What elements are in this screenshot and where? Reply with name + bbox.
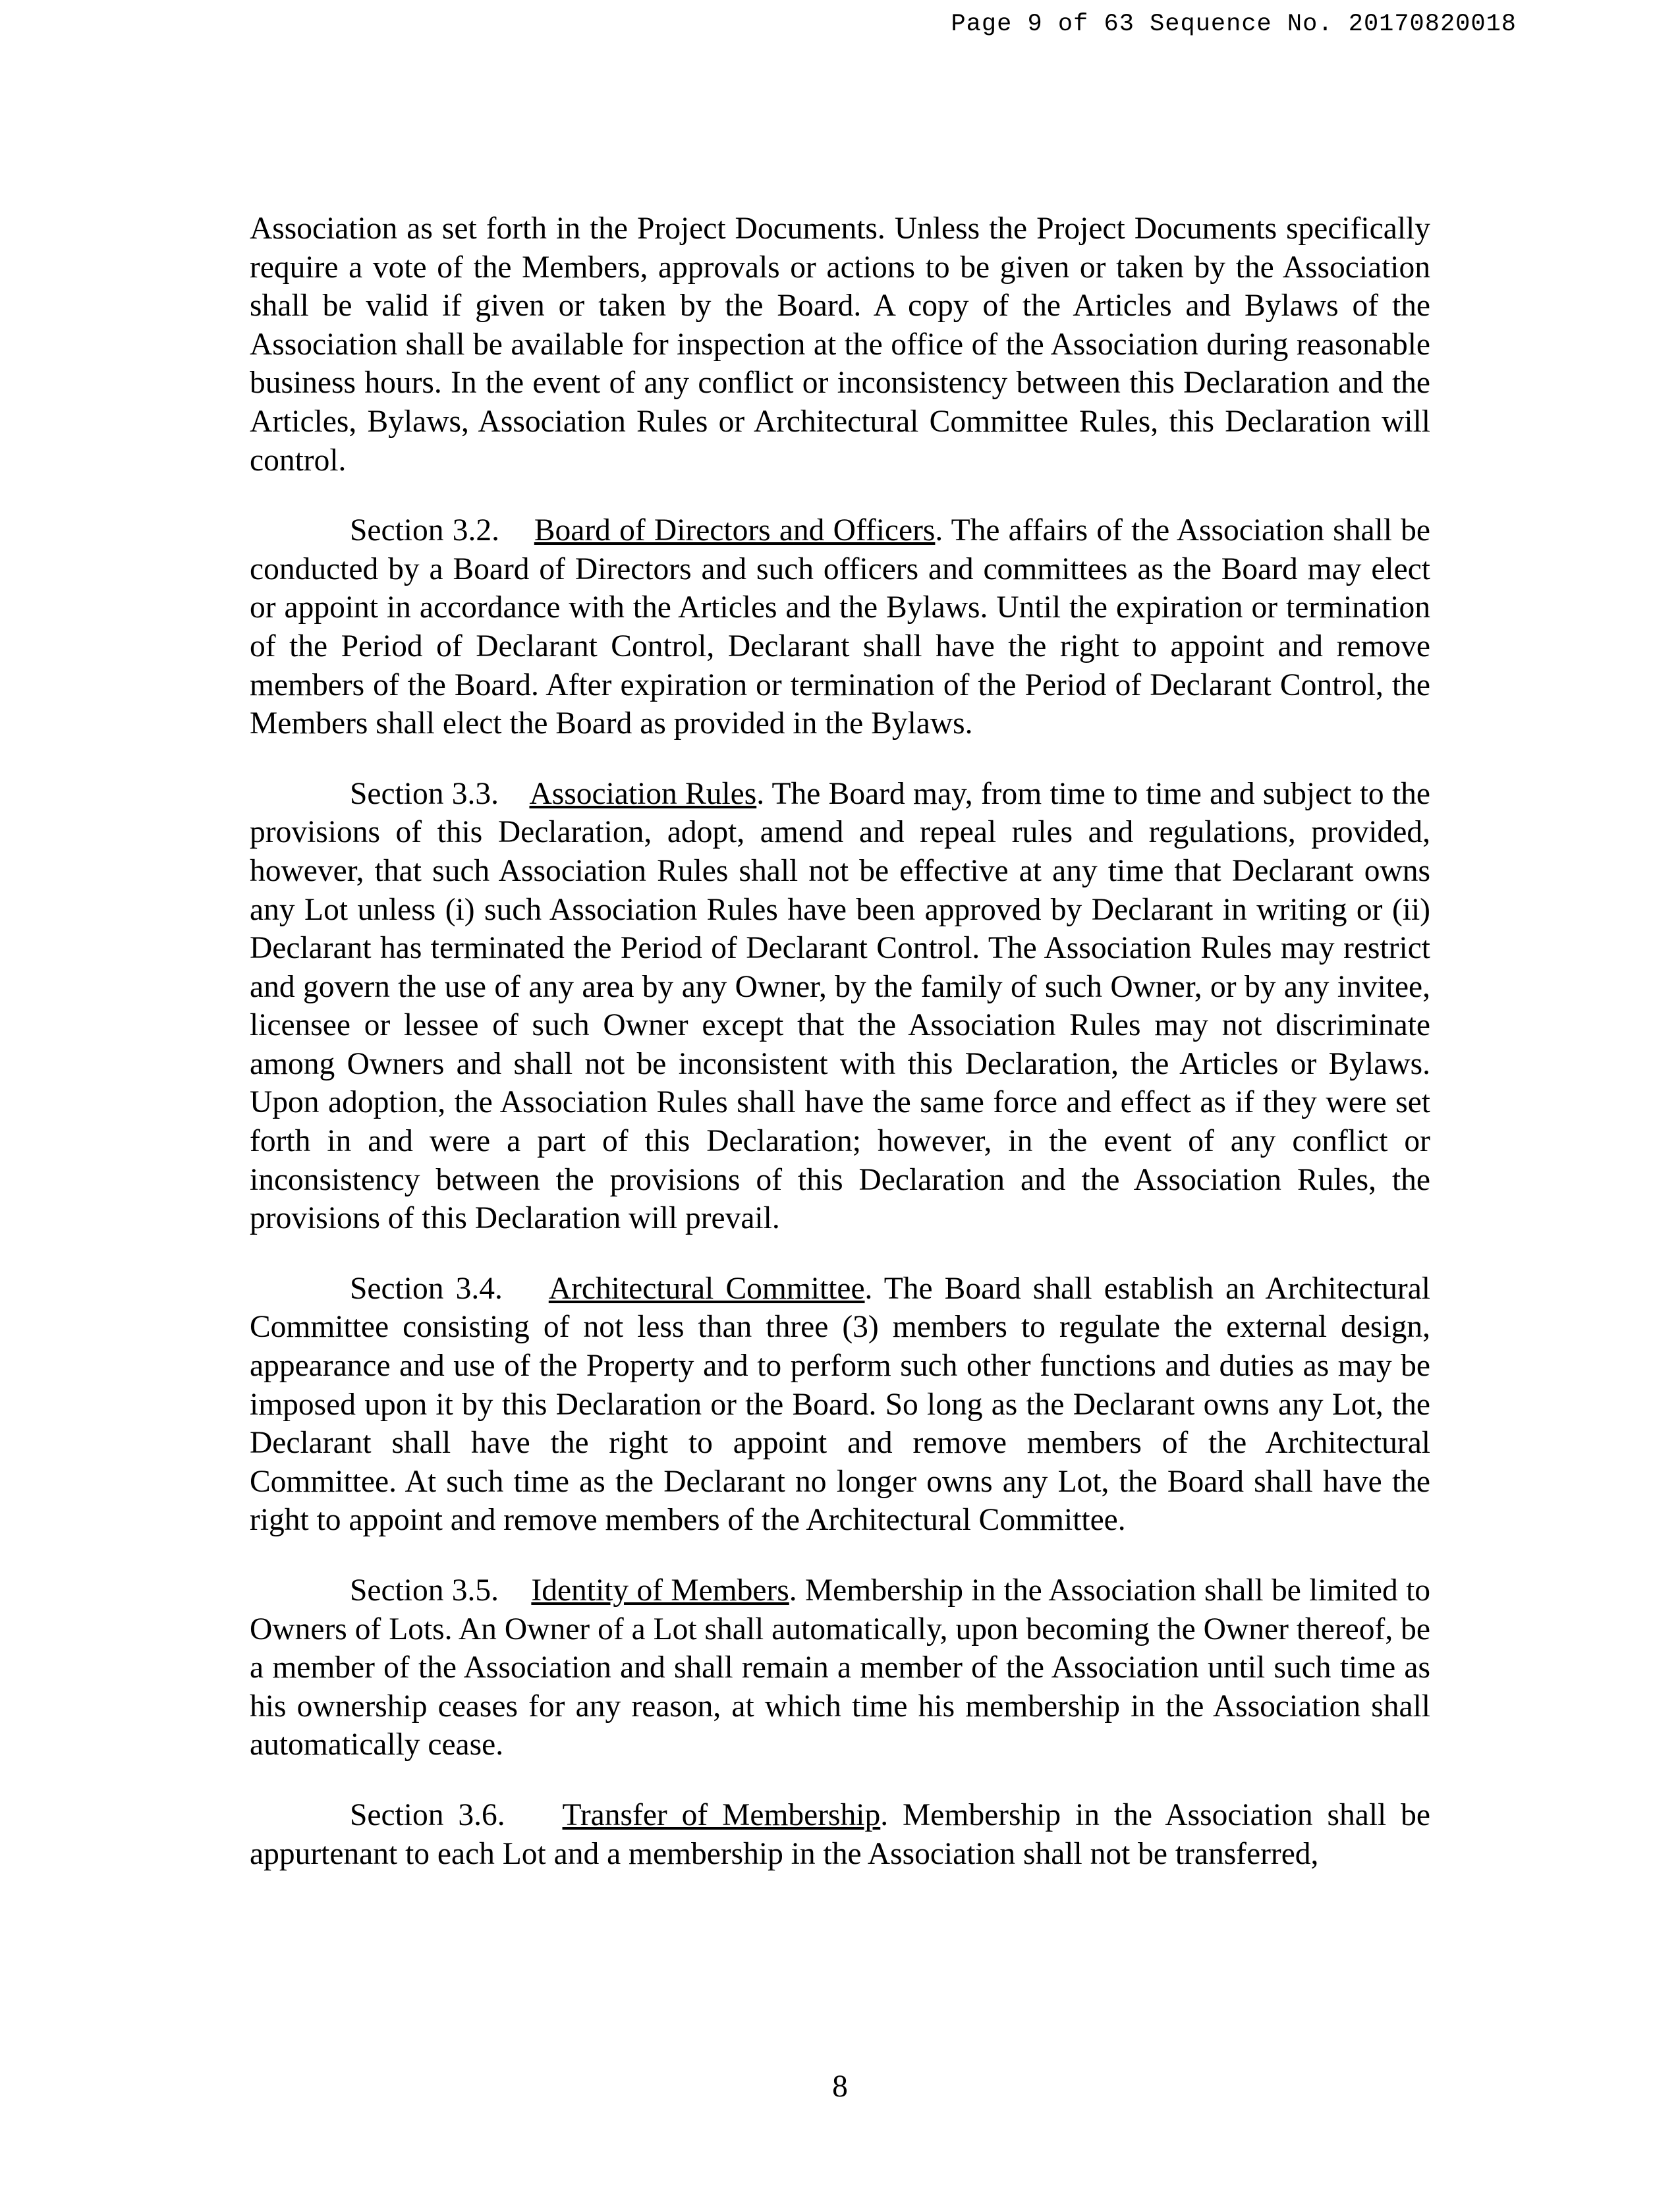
section-text: . Membership in the Association shall be limited to Owners of Lots. An Owner of a Lot shall automatically, upon becoming the Owner thereof, be a member of the Association and shall remain a member of the Association until such time as his ownership ceases for any reason, at which time his membership in the Association shall automatically cease. <box>250 1573 1431 1762</box>
section-heading: Board of Directors and Officers <box>534 513 936 548</box>
section-text: . The affairs of the Association shall be conducted by a Board of Directors and such officers and committees as the Board may elect or appoint in accordance with the Articles and the Bylaws. Until the expiration or termination of the Period of Declarant Control, Declarant shall have the right to appoint and remove members of the Board. After expiration or termination of the Period of Declarant Control, the Members shall elect the Board as provided in the Bylaws. <box>250 513 1431 741</box>
section-heading: Transfer of Membership <box>562 1797 881 1832</box>
section-heading: Identity of Members <box>531 1573 789 1608</box>
section-text: . The Board shall establish an Architectural Committee consisting of not less than three (3) members to regulate the external design, appearance and use of the Property and to perform such other functions and duties as may be imposed upon it by this Declaration or the Board. So long as the Declarant owns any Lot, the Declarant shall have the right to appoint and remove members of the Architectural Committee. At such time as the Declarant no longer owns any Lot, the Board shall have the right to appoint and remove members of the Architectural Committee. <box>250 1271 1430 1538</box>
section-heading: Association Rules <box>529 776 757 811</box>
section-number: Section 3.4. <box>350 1271 503 1306</box>
document-body <box>250 210 1430 1905</box>
section-text: . Membership in the Association shall be appurtenant to each Lot and a membership in the Association shall not be transferred, <box>250 1797 1430 1871</box>
intro-paragraph: Association as set forth in the Project Documents. Unless the Project Documents specifically require a vote of the Members, approvals or actions to be given or taken by the Association shall be valid if given or taken by the Board. A copy of the Articles and Bylaws of the Association shall be available for inspection at the office of the Association during reasonable business hours. In the event of any conflict or inconsistency between this Declaration and the Articles, Bylaws, Association Rules or Architectural Committee Rules, this Declaration will control. <box>250 211 1430 478</box>
section-3-2 <box>250 511 1430 743</box>
section-3-4 <box>250 1270 1430 1540</box>
section-number: Section 3.2. <box>350 513 499 548</box>
section-text: . The Board may, from time to time and subject to the provisions of this Declaration, adopt, amend and repeal rules and regulations, provided, however, that such Association Rules shall not be effective at any time that Declarant owns any Lot unless (i) such Association Rules have been approved by Declarant in writing or (ii) Declarant has terminated the Period of Declarant Control. The Association Rules may restrict and govern the use of any area by any Owner, by the family of such Owner, or by any invitee, licensee or lessee of such Owner except that the Association Rules may not discriminate among Owners and shall not be inconsistent with this Declaration, the Articles or Bylaws. Upon adoption, the Association Rules shall have the same force and effect as if they were set forth in and were a part of this Declaration; however, in the event of any conflict or inconsistency between the provisions of this Declaration and the Association Rules, the provisions of this Declaration will prevail. <box>250 776 1430 1236</box>
section-3-5 <box>250 1571 1430 1764</box>
section-number: Section 3.6. <box>350 1797 505 1832</box>
section-3-3 <box>250 775 1430 1238</box>
section-heading: Architectural Committee <box>548 1271 865 1306</box>
section-number: Section 3.5. <box>350 1573 499 1608</box>
page-sequence-stamp: Page 9 of 63 Sequence No. 20170820018 <box>951 11 1517 38</box>
section-number: Section 3.3. <box>350 776 499 811</box>
section-3-6 <box>250 1796 1430 1873</box>
page-number: 8 <box>832 2069 848 2104</box>
